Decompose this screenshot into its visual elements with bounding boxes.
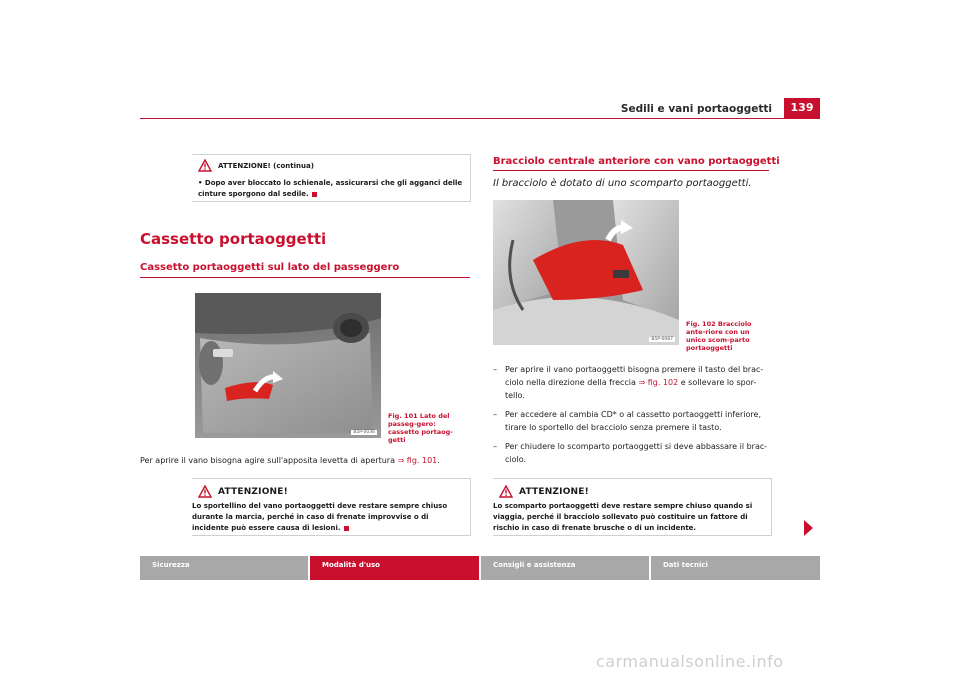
glovebox-illustration [195,293,381,438]
right-warning-body: Lo scomparto portaoggetti deve restare sempre chiuso quando si viaggia, perché il bracciolo sollevato può costituire un fattore di rischio in caso di frenate brusche o di un incidente. [493,502,753,532]
page-header-title: Sedili e vani portaoggetti [620,103,772,115]
figure-101-code: B5P-0036 [353,430,375,435]
figure-102-code: B5P-0087 [651,337,673,342]
list-item [493,363,775,402]
left-warning-body: Lo sportellino del vano portaoggetti deve restare sempre chiuso durante la marcia, perché in caso di frenate improvvise o di incidente può essere causa di lesioni. [192,502,448,532]
right-steps-list [493,363,775,472]
left-subheading: Cassetto portaoggetti sul lato del passeggero [140,262,400,273]
figure-102-caption: Fig. 102 Bracciolo ante-riore con un unico scom-parto portaoggetti [686,320,752,352]
warning-continued-header [192,155,470,172]
list-item [493,408,775,434]
figure-102-link[interactable]: ⇒ fig. 102 [638,378,679,387]
left-paragraph-end: . [437,456,440,465]
right-warning-text [493,498,771,534]
figure-101-image [195,293,381,438]
step-3-text: Per chiudere lo scomparto portaoggetti si deve abbassare il brac-ciolo. [505,442,768,464]
step-1-text-after: e sollevare lo spor-tello. [505,378,757,400]
warning-continued-box [192,154,471,202]
footer-tab-consigli-e-assistenza[interactable]: Consigli e assistenza [481,556,649,580]
list-dash: – [493,442,497,451]
end-mark-icon [312,192,317,197]
list-item [493,440,775,466]
section-heading: Cassetto portaoggetti [140,230,327,248]
watermark: carmanualsonline.info [596,652,784,671]
warning-triangle-icon [499,485,513,498]
right-intro: Il bracciolo è dotato di uno scomparto portaoggetti. [493,178,752,189]
footer-tab-dati-tecnici[interactable]: Dati tecnici [651,556,820,580]
left-warning-title: ATTENZIONE! [218,486,288,497]
figure-101-caption: Fig. 101 Lato del passeg-gero: cassetto portaog-getti [388,412,453,444]
header-rule [140,118,820,119]
armrest-illustration [493,200,679,345]
step-2-text: Per accedere al cambia CD* o al cassetto portaoggetti inferiore, tirare lo sportello del bracciolo senza premere il tasto. [505,410,761,432]
page-number: 139 [784,98,820,118]
warning-triangle-icon [198,159,212,172]
footer-tab-sicurezza[interactable]: Sicurezza [140,556,308,580]
footer-tab-modalita-duso[interactable]: Modalità d'uso [310,556,479,580]
figure-101-link[interactable]: ⇒ fig. 101 [397,456,438,465]
left-paragraph-text: Per aprire il vano bisogna agire sull'apposita levetta di apertura [140,456,395,465]
left-warning-text [192,498,470,534]
left-paragraph [140,454,475,467]
next-page-arrow-icon[interactable] [804,520,813,536]
end-mark-icon [344,526,349,531]
list-dash: – [493,365,497,374]
right-subheading-rule [493,170,769,171]
left-warning-header [192,479,470,498]
warning-triangle-icon [198,485,212,498]
left-subheading-rule [140,277,470,278]
left-warning-box [192,478,471,536]
right-warning-header [493,479,771,498]
right-warning-title: ATTENZIONE! [519,486,589,497]
bullet: • [198,179,203,187]
step-1-text: Per aprire il vano portaoggetti bisogna premere il tasto del brac-ciolo nella direzione della freccia [505,365,764,387]
warning-continued-title: ATTENZIONE! (continua) [218,161,314,170]
right-warning-box [493,478,772,536]
warning-continued-text [192,172,470,200]
list-dash: – [493,410,497,419]
warning-continued-body: Dopo aver bloccato lo schienale, assicurarsi che gli agganci delle cinture sporgono dal sedile. [198,179,463,198]
figure-102-image [493,200,679,345]
right-subheading: Bracciolo centrale anteriore con vano portaoggetti [493,156,780,167]
